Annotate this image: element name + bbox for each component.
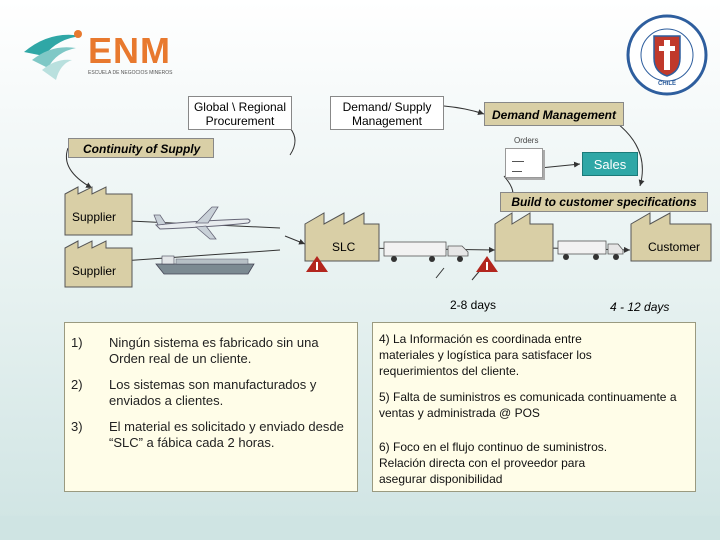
list-item-number: 3) <box>71 419 83 434</box>
red-triangle-center <box>475 255 499 273</box>
orders-label: Orders <box>514 136 539 145</box>
orders-document-icon <box>505 148 543 178</box>
global-procurement-box <box>188 96 292 130</box>
demand-supply-label: Demand/ Supply Management <box>342 100 432 128</box>
global-procurement-label: Global \ Regional Procurement <box>193 100 287 128</box>
build-to-spec-box <box>500 192 708 212</box>
demand-management-box <box>484 102 624 126</box>
brand-subtitle: ESCUELA DE NEGOCIOS MINEROS <box>88 70 173 76</box>
demand-management-label: Demand Management <box>491 108 617 122</box>
right-notes-box <box>372 322 696 492</box>
customer-label: Customer <box>648 240 701 254</box>
list-item-number: 2) <box>71 377 83 392</box>
list-item-text: El material es solicitado y enviado desde “SLC” a fábica cada 2 horas. <box>109 419 344 450</box>
list-item-text: Ningún sistema es fabricado sin una Orden real de un cliente. <box>109 335 319 366</box>
continuity-of-supply-box <box>68 138 214 158</box>
truck-icon <box>382 238 472 264</box>
customer-factory <box>630 212 712 262</box>
note-item: 5) Falta de suministros es comunicada continuamente a ventas y administrada @ POS <box>379 390 677 420</box>
factory-center <box>494 212 554 262</box>
days-left-label: 2-8 days <box>450 298 497 312</box>
continuity-label: Continuity of Supply <box>83 142 201 156</box>
red-triangle-slc <box>305 255 329 273</box>
ship-icon <box>154 252 256 276</box>
build-to-spec-label: Build to customer specifications <box>511 195 697 209</box>
slc-label: SLC <box>332 240 356 254</box>
supplier-top-label: Supplier <box>72 210 117 224</box>
truck-customer-icon <box>556 238 626 262</box>
list-item <box>71 419 351 455</box>
days-right-label: 4 - 12 days <box>610 300 670 314</box>
list-item <box>71 335 351 371</box>
list-item-number: 1) <box>71 335 83 350</box>
supplier-bottom-label: Supplier <box>72 264 117 278</box>
list-item-text: Los sistemas son manufacturados y enviados a clientes. <box>109 377 317 408</box>
demand-supply-box <box>330 96 444 130</box>
note-item: 6) Foco en el flujo continuo de suministros. Relación directa con el proveedor para asegurar disponibilidad <box>379 440 608 486</box>
brand-name: ENM <box>88 30 171 71</box>
note-item: 4) La Información es coordinada entre materiales y logística para satisfacer los requerimientos del cliente. <box>379 332 592 378</box>
seal-country: CHILE <box>658 81 676 87</box>
list-item <box>71 377 351 413</box>
sales-box <box>582 152 638 176</box>
left-notes-box <box>64 322 358 492</box>
sales-label: Sales <box>593 157 627 172</box>
bottom-strip <box>0 516 720 540</box>
airplane-icon <box>152 205 254 241</box>
